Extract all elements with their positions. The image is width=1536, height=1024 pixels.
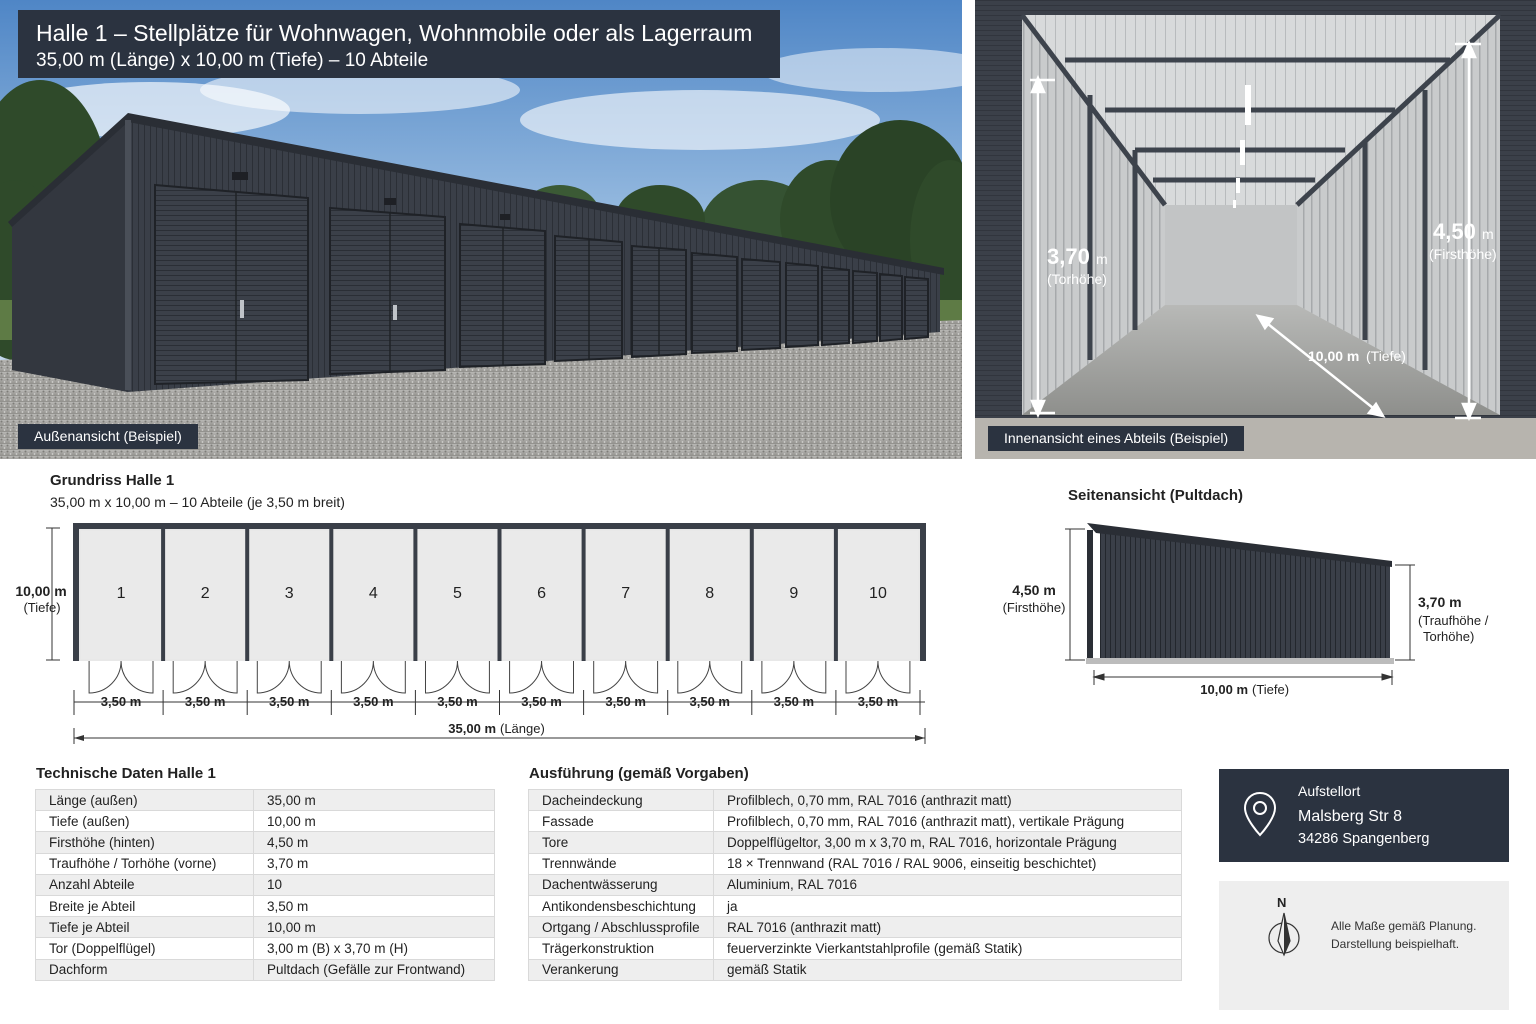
floorplan-partition [245, 529, 249, 661]
table-cell-label: Trägerkonstruktion [529, 938, 714, 959]
interior-ridge-height-label: (Firsthöhe) [1429, 246, 1497, 262]
location-city: 34286 Spangenberg [1298, 831, 1430, 847]
page-title: Halle 1 – Stellplätze für Wohnwagen, Wohnmobile oder als Lagerraum [36, 20, 753, 46]
interior-door-height-unit: m [1096, 251, 1108, 267]
floorplan-partition [666, 529, 670, 661]
table-cell-value: 10,00 m [254, 917, 495, 938]
compass-letter: N [1277, 895, 1287, 910]
floorplan-partition [498, 529, 502, 661]
exterior-caption: Außenansicht (Beispiel) [18, 424, 198, 449]
table-row [529, 811, 1182, 832]
floorplan-bay-number: 1 [116, 585, 126, 602]
floorplan-door-swing [510, 661, 574, 693]
floorplan-door-swing [425, 661, 489, 693]
side-view-title: Seitenansicht (Pultdach) [1068, 487, 1244, 504]
interior-photo [975, 0, 1536, 459]
table-row [36, 790, 495, 811]
floorplan-partition [329, 529, 333, 661]
floorplan-title: Grundriss Halle 1 [50, 472, 175, 489]
table-cell-label: Traufhöhe / Torhöhe (vorne) [36, 853, 254, 874]
side-eave-label-1: (Traufhöhe / [1418, 613, 1489, 628]
table-cell-value: Pultdach (Gefälle zur Frontwand) [254, 959, 495, 980]
table-row [36, 917, 495, 938]
table-cell-label: Dacheindeckung [529, 790, 714, 811]
table-cell-value: 3,70 m [254, 853, 495, 874]
floorplan-partition [834, 529, 838, 661]
location-box [1219, 769, 1509, 862]
table-cell-value: RAL 7016 (anthrazit matt) [714, 917, 1182, 938]
table-row [36, 832, 495, 853]
floorplan-bay-number: 7 [621, 585, 631, 602]
table-cell-value: 10,00 m [254, 811, 495, 832]
table-cell-label: Antikondensbeschichtung [529, 895, 714, 916]
table-cell-value: 35,00 m [254, 790, 495, 811]
table-row [529, 959, 1182, 980]
table-cell-value: Aluminium, RAL 7016 [714, 874, 1182, 895]
floorplan-drawing [0, 510, 960, 745]
side-eave-value: 3,70 m [1418, 594, 1462, 610]
table-cell-value: 3,00 m (B) x 3,70 m (H) [254, 938, 495, 959]
table-cell-value: gemäß Statik [714, 959, 1182, 980]
table-cell-value: Profilblech, 0,70 mm, RAL 7016 (anthrazit matt) [714, 790, 1182, 811]
floorplan-bay-width: 3,50 m [100, 694, 142, 709]
interior-ridge-height-value: 4,50 [1433, 219, 1476, 244]
table-cell-label: Tiefe je Abteil [36, 917, 254, 938]
table-cell-label: Dachentwässerung [529, 874, 714, 895]
table-cell-label: Breite je Abteil [36, 895, 254, 916]
interior-door-height-label: (Torhöhe) [1047, 271, 1107, 287]
location-label: Aufstellort [1298, 783, 1361, 799]
table-row [529, 895, 1182, 916]
floorplan-door-swing [341, 661, 405, 693]
table-cell-label: Firsthöhe (hinten) [36, 832, 254, 853]
interior-door-height-value: 3,70 [1047, 244, 1090, 269]
table-row [529, 938, 1182, 959]
page-subtitle: 35,00 m (Länge) x 10,00 m (Tiefe) – 10 Abteile [36, 50, 429, 71]
tech-data-table [35, 789, 495, 981]
table-cell-label: Tore [529, 832, 714, 853]
table-cell-value: 4,50 m [254, 832, 495, 853]
floorplan-door-swing [846, 661, 910, 693]
table-cell-value: 10 [254, 874, 495, 895]
table-cell-value: 18 × Trennwand (RAL 7016 / RAL 9006, einseitig beschichtet) [714, 853, 1182, 874]
floorplan-bay-width: 3,50 m [269, 694, 310, 709]
floorplan-bay-width: 3,50 m [773, 694, 815, 709]
side-eave-label-2: Torhöhe) [1423, 629, 1475, 644]
floorplan-bay-number: 3 [284, 585, 294, 602]
compass-icon [1267, 911, 1301, 959]
table-row [36, 811, 495, 832]
table-cell-label: Fassade [529, 811, 714, 832]
table-row [36, 874, 495, 895]
table-row [529, 874, 1182, 895]
map-pin-icon [1243, 791, 1277, 837]
floorplan-length-value: 35,00 m [448, 721, 496, 736]
table-cell-value: 3,50 m [254, 895, 495, 916]
interior-caption: Innenansicht eines Abteils (Beispiel) [988, 426, 1244, 451]
table-row [529, 790, 1182, 811]
table-cell-label: Länge (außen) [36, 790, 254, 811]
floorplan-door-swing [173, 661, 237, 693]
table-cell-value: feuerverzinkte Vierkantstahlprofile (gemäß Statik) [714, 938, 1182, 959]
interior-depth-label: (Tiefe) [1366, 348, 1406, 364]
floorplan-door-swing [89, 661, 153, 693]
floorplan-door-swing [257, 661, 321, 693]
table-cell-value: ja [714, 895, 1182, 916]
floorplan-length-label: (Länge) [500, 721, 545, 736]
floorplan-bay-number: 9 [789, 585, 799, 602]
execution-title: Ausführung (gemäß Vorgaben) [529, 765, 749, 782]
floorplan-bay-width: 3,50 m [689, 694, 730, 709]
floorplan-bay-width: 3,50 m [437, 694, 478, 709]
floorplan-partition [413, 529, 417, 661]
floorplan-depth-value: 10,00 m [15, 583, 67, 599]
floorplan-partition [582, 529, 586, 661]
table-row [36, 938, 495, 959]
note-line-2: Darstellung beispielhaft. [1331, 937, 1460, 951]
side-ridge-value: 4,50 m [1012, 582, 1056, 598]
floorplan-bay-width: 3,50 m [184, 694, 226, 709]
floorplan-bay-number: 4 [368, 585, 378, 602]
note-box [1219, 881, 1509, 1010]
title-banner [18, 10, 780, 78]
floorplan-bay-number: 10 [869, 585, 887, 602]
table-cell-value: Doppelflügeltor, 3,00 m x 3,70 m, RAL 7016, horizontale Prägung [714, 832, 1182, 853]
floorplan-depth-label: (Tiefe) [23, 600, 61, 615]
table-cell-label: Tiefe (außen) [36, 811, 254, 832]
execution-table [528, 789, 1182, 981]
table-row [529, 832, 1182, 853]
floorplan-subtitle: 35,00 m x 10,00 m – 10 Abteile (je 3,50 m breit) [50, 494, 345, 510]
table-cell-label: Trennwände [529, 853, 714, 874]
table-row [529, 917, 1182, 938]
table-cell-label: Anzahl Abteile [36, 874, 254, 895]
table-cell-label: Dachform [36, 959, 254, 980]
floorplan-partition [161, 529, 165, 661]
floorplan-bay-number: 6 [537, 585, 547, 602]
table-cell-value: Profilblech, 0,70 mm, RAL 7016 (anthrazit matt), vertikale Prägung [714, 811, 1182, 832]
floorplan-bay-width: 3,50 m [353, 694, 394, 709]
table-row [36, 959, 495, 980]
floorplan-door-swing [678, 661, 742, 693]
table-cell-label: Tor (Doppelflügel) [36, 938, 254, 959]
tech-data-title: Technische Daten Halle 1 [36, 765, 216, 782]
side-depth-label: (Tiefe) [1252, 682, 1290, 697]
table-row [36, 895, 495, 916]
interior-ridge-height-unit: m [1482, 226, 1494, 242]
table-row [529, 853, 1182, 874]
floorplan-bay-width: 3,50 m [521, 694, 562, 709]
note-line-1: Alle Maße gemäß Planung. [1331, 919, 1477, 933]
floorplan-bay-width: 3,50 m [857, 694, 899, 709]
floorplan-bay-number: 2 [200, 585, 210, 602]
floorplan-door-swing [762, 661, 826, 693]
floorplan-bay-number: 8 [705, 585, 715, 602]
side-view-drawing [990, 515, 1530, 705]
floorplan-bay-width: 3,50 m [605, 694, 646, 709]
location-street: Malsberg Str 8 [1298, 808, 1403, 825]
table-cell-label: Verankerung [529, 959, 714, 980]
side-ridge-label: (Firsthöhe) [1002, 600, 1066, 615]
floorplan-bay-number: 5 [452, 585, 462, 602]
table-row [36, 853, 495, 874]
interior-depth-value: 10,00 m [1308, 348, 1360, 364]
floorplan-partition [750, 529, 754, 661]
floorplan-door-swing [594, 661, 658, 693]
side-depth-value: 10,00 m [1200, 682, 1248, 697]
table-cell-label: Ortgang / Abschlussprofile [529, 917, 714, 938]
